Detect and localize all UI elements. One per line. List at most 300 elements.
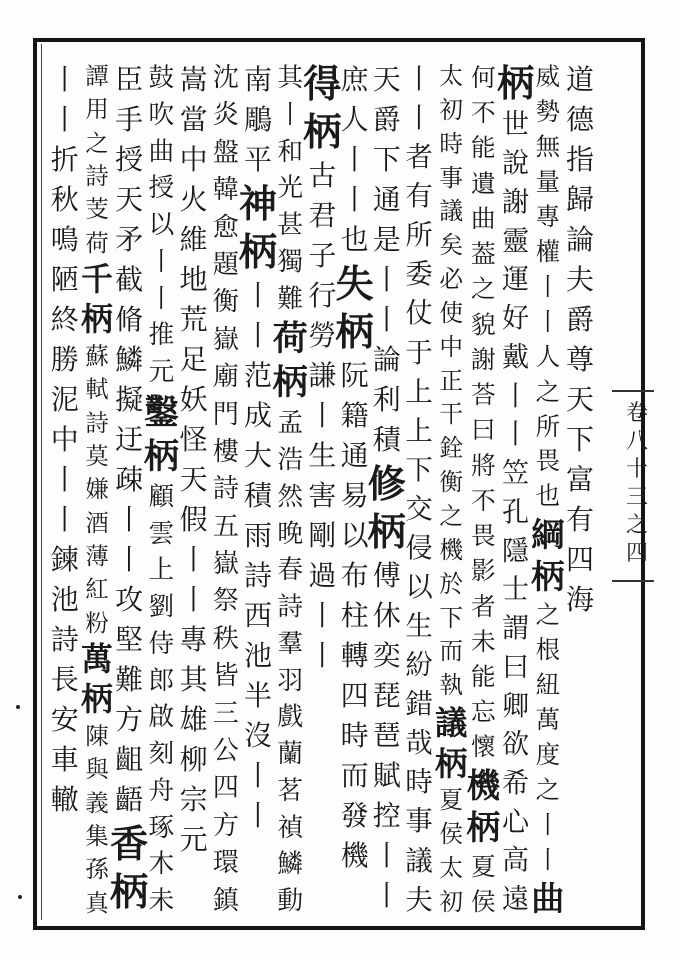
text-char: 齟 bbox=[115, 743, 144, 776]
headword-char: 柄 bbox=[435, 744, 468, 783]
text-char: 籍 bbox=[340, 399, 369, 432]
text-char: 丨 bbox=[50, 503, 79, 536]
text-char: 者 bbox=[405, 142, 433, 174]
text-char: 四 bbox=[565, 543, 594, 576]
volume-marker-char: 之 bbox=[625, 513, 648, 538]
volume-marker bbox=[620, 400, 654, 568]
text-char: 夏 bbox=[471, 852, 496, 882]
text-char: 地 bbox=[179, 263, 208, 296]
text-char: 以 bbox=[340, 519, 369, 552]
text-char: 丨 bbox=[340, 183, 369, 216]
text-char: 元 bbox=[179, 823, 208, 856]
text-char: 戴 bbox=[502, 341, 530, 373]
text-char: 炎 bbox=[212, 100, 239, 131]
text-char: 獨 bbox=[277, 246, 304, 277]
text-char: 宗 bbox=[179, 783, 208, 816]
text-char: 靈 bbox=[502, 225, 530, 257]
text-char: 是 bbox=[372, 223, 401, 256]
headword-char: 柄 bbox=[303, 109, 342, 154]
text-char: 丨 bbox=[308, 639, 337, 672]
text-char: 太 bbox=[439, 853, 464, 882]
text-char: 侵 bbox=[405, 532, 433, 564]
text-char: 擬 bbox=[115, 383, 144, 416]
text-char: 蘇 bbox=[85, 341, 109, 370]
text-char: 丨 bbox=[115, 543, 144, 576]
text-char: 鍊 bbox=[50, 543, 79, 576]
text-char: 詩 bbox=[50, 623, 79, 656]
ink-speck bbox=[16, 705, 20, 709]
text-char: 機 bbox=[340, 839, 369, 872]
text-char: 丨 bbox=[115, 503, 144, 536]
text-char: 沒 bbox=[243, 719, 272, 752]
text-char: 畏 bbox=[471, 521, 496, 551]
text-char: 上 bbox=[148, 555, 175, 586]
text-char: 孫 bbox=[85, 855, 109, 884]
text-char: 笠 bbox=[502, 458, 530, 490]
text-char: 愈 bbox=[212, 212, 239, 243]
text-char: 生 bbox=[405, 611, 433, 643]
text-char: 假 bbox=[179, 503, 208, 536]
text-char: 也 bbox=[535, 481, 561, 511]
text-char: 羽 bbox=[277, 665, 304, 696]
text-column bbox=[41, 60, 89, 920]
text-char: 好 bbox=[502, 303, 530, 335]
text-char: 發 bbox=[340, 799, 369, 832]
text-char: 爵 bbox=[565, 303, 594, 336]
text-char: 琵 bbox=[372, 679, 401, 712]
text-char: 薄 bbox=[85, 541, 109, 570]
text-char: 而 bbox=[439, 637, 464, 666]
text-char: 爵 bbox=[372, 103, 401, 136]
text-char: 秋 bbox=[50, 183, 79, 216]
text-char: 芰 bbox=[85, 195, 109, 224]
headword-char: 柄 bbox=[497, 61, 534, 105]
headword-char: 香 bbox=[110, 821, 149, 866]
text-char: 能 bbox=[471, 133, 496, 163]
text-char: 議 bbox=[405, 845, 433, 877]
headword-char: 失 bbox=[335, 261, 374, 306]
text-char: 以 bbox=[405, 572, 433, 604]
text-char: 荷 bbox=[85, 228, 109, 257]
text-char: 專 bbox=[535, 201, 561, 231]
text-char: 之 bbox=[535, 376, 561, 406]
headword-char: 柄 bbox=[81, 680, 113, 718]
text-char: 丨 bbox=[535, 306, 561, 336]
text-char: 運 bbox=[502, 264, 530, 296]
text-char: 丨 bbox=[308, 599, 337, 632]
text-char: 春 bbox=[277, 555, 304, 586]
text-char: 方 bbox=[115, 703, 144, 736]
text-char: 丨 bbox=[502, 419, 530, 451]
headword-char: 鑿 bbox=[143, 391, 179, 433]
text-char: 何 bbox=[471, 63, 496, 92]
text-char: 君 bbox=[308, 199, 337, 232]
text-char: 謂 bbox=[502, 613, 530, 645]
headword-char: 萬 bbox=[81, 640, 113, 678]
text-char: 鱗 bbox=[277, 849, 304, 880]
ink-speck bbox=[18, 895, 22, 899]
text-char: 丨 bbox=[243, 319, 272, 352]
text-char: 不 bbox=[471, 98, 496, 128]
text-char: 說 bbox=[502, 148, 530, 180]
text-char: 鎮 bbox=[212, 885, 239, 916]
text-char: 積 bbox=[372, 423, 401, 456]
text-char: 妖 bbox=[179, 383, 208, 416]
text-char: 哉 bbox=[405, 728, 433, 760]
text-char: 環 bbox=[212, 848, 239, 879]
text-char: 積 bbox=[243, 479, 272, 512]
text-char: 授 bbox=[115, 143, 144, 176]
text-char: 方 bbox=[212, 810, 239, 841]
text-char: 專 bbox=[179, 623, 208, 656]
text-char: 初 bbox=[439, 95, 464, 124]
text-char: 浩 bbox=[277, 445, 304, 476]
text-char: 之 bbox=[535, 775, 561, 805]
text-char: 平 bbox=[243, 143, 272, 176]
text-char: 過 bbox=[308, 559, 337, 592]
text-char: 能 bbox=[471, 661, 496, 691]
text-char: 琶 bbox=[372, 719, 401, 752]
headword-char: 修 bbox=[367, 461, 406, 506]
text-char: 成 bbox=[243, 399, 272, 432]
text-char: 有 bbox=[405, 181, 433, 213]
text-char: 荅 bbox=[471, 380, 496, 410]
text-char: 執 bbox=[439, 671, 464, 700]
text-char: 交 bbox=[405, 493, 433, 525]
text-char: 詩 bbox=[277, 592, 304, 623]
text-char: 丨 bbox=[372, 879, 401, 912]
text-char: 泥 bbox=[50, 383, 79, 416]
volume-marker-char: 四 bbox=[625, 541, 648, 566]
headword-char: 柄 bbox=[81, 300, 113, 338]
text-char: 事 bbox=[439, 163, 464, 192]
text-char: 半 bbox=[243, 679, 272, 712]
text-char: 不 bbox=[471, 485, 496, 515]
text-char: 阮 bbox=[340, 359, 369, 392]
text-char: 嵩 bbox=[179, 63, 208, 96]
text-char: 公 bbox=[212, 736, 239, 767]
text-char: 丨 bbox=[405, 103, 433, 135]
text-char: 萬 bbox=[535, 705, 561, 735]
text-char: 和 bbox=[277, 136, 304, 167]
text-char: 侯 bbox=[471, 887, 496, 917]
text-char: 木 bbox=[148, 849, 175, 880]
text-char: 丨 bbox=[243, 759, 272, 792]
text-char: 難 bbox=[277, 283, 304, 314]
text-char: 中 bbox=[179, 143, 208, 176]
text-char: 啟 bbox=[148, 702, 175, 733]
text-char: 隱 bbox=[502, 535, 530, 567]
text-char: 衡 bbox=[212, 287, 239, 318]
text-char: 天 bbox=[179, 463, 208, 496]
text-char: 仗 bbox=[405, 298, 433, 330]
text-char: 火 bbox=[179, 183, 208, 216]
text-char: 休 bbox=[372, 599, 401, 632]
text-char: 其 bbox=[277, 63, 304, 93]
text-char: 怪 bbox=[179, 423, 208, 456]
text-char: 其 bbox=[179, 663, 208, 696]
text-char: 劉 bbox=[148, 592, 175, 623]
text-char: 迂 bbox=[115, 423, 144, 456]
text-char: 度 bbox=[535, 740, 561, 770]
text-char: 上 bbox=[405, 376, 433, 408]
headword-char: 曲 bbox=[531, 878, 565, 918]
text-char: 夫 bbox=[565, 263, 594, 296]
text-char: 遺 bbox=[471, 168, 496, 198]
text-char: 懷 bbox=[471, 732, 496, 762]
text-char: 戲 bbox=[277, 702, 304, 733]
text-char: 丨 bbox=[372, 303, 401, 336]
text-char: 根 bbox=[535, 635, 561, 665]
text-char: 貌 bbox=[471, 309, 496, 339]
text-char: 安 bbox=[50, 703, 79, 736]
text-char: 丨 bbox=[50, 463, 79, 496]
text-char: 詩 bbox=[243, 559, 272, 592]
text-char: 截 bbox=[115, 263, 144, 296]
text-char: 衡 bbox=[439, 468, 464, 497]
text-char: 古 bbox=[308, 159, 337, 192]
text-char: 丨 bbox=[340, 143, 369, 176]
text-char: 使 bbox=[439, 298, 464, 327]
text-char: 嶽 bbox=[212, 324, 239, 355]
text-char: 詩 bbox=[85, 408, 109, 437]
text-char: 世 bbox=[502, 109, 530, 141]
headword-char: 機 bbox=[466, 765, 501, 805]
text-char: 謝 bbox=[471, 344, 496, 374]
text-char: 丨 bbox=[405, 64, 433, 95]
text-char: 所 bbox=[535, 411, 561, 441]
text-char: 歸 bbox=[565, 183, 594, 216]
text-char: 欲 bbox=[502, 729, 530, 761]
text-char: 孟 bbox=[277, 408, 304, 439]
text-char: 以 bbox=[148, 210, 175, 240]
text-char: 論 bbox=[372, 343, 401, 376]
text-char: 丨 bbox=[243, 799, 272, 832]
text-char: 害 bbox=[308, 479, 337, 512]
text-char: 顧 bbox=[148, 481, 175, 512]
text-char: 手 bbox=[115, 103, 144, 136]
text-char: 丨 bbox=[372, 263, 401, 296]
text-char: 銓 bbox=[439, 434, 464, 463]
text-char: 影 bbox=[471, 556, 496, 586]
text-char: 義 bbox=[85, 788, 109, 817]
text-char: 之 bbox=[471, 274, 496, 304]
text-char: 攻 bbox=[115, 583, 144, 616]
text-char: 光 bbox=[277, 173, 304, 204]
text-char: 孔 bbox=[502, 496, 530, 528]
text-char: 蘭 bbox=[277, 739, 304, 770]
text-char: 勢 bbox=[535, 96, 561, 126]
text-char: 曲 bbox=[471, 203, 496, 233]
text-char: 丨 bbox=[372, 839, 401, 872]
text-char: 勝 bbox=[50, 343, 79, 376]
text-char: 謝 bbox=[502, 186, 530, 218]
volume-marker-char: 卷 bbox=[625, 401, 648, 426]
text-char: 子 bbox=[308, 239, 337, 272]
text-char: 嫌 bbox=[85, 475, 109, 504]
text-char: 奕 bbox=[372, 639, 401, 672]
text-char: 刻 bbox=[148, 739, 175, 770]
headword-char: 柄 bbox=[238, 229, 277, 274]
text-char: 禎 bbox=[277, 812, 304, 843]
text-char: 動 bbox=[277, 886, 304, 917]
text-char: 沈 bbox=[212, 63, 239, 93]
text-char: 剛 bbox=[308, 519, 337, 552]
text-char: 陳 bbox=[85, 721, 109, 750]
headword-char: 柄 bbox=[531, 557, 565, 597]
text-char: 秩 bbox=[212, 623, 239, 654]
text-char: 夏 bbox=[439, 786, 464, 815]
headword-char: 柄 bbox=[272, 362, 308, 404]
text-char: 維 bbox=[179, 223, 208, 256]
headword-char: 柄 bbox=[335, 309, 374, 354]
text-char: 茗 bbox=[277, 775, 304, 806]
text-char: 上 bbox=[405, 415, 433, 447]
text-char: 丨 bbox=[308, 399, 337, 432]
text-char: 之 bbox=[439, 501, 464, 530]
text-char: 疎 bbox=[115, 463, 144, 496]
text-char: 用 bbox=[85, 95, 109, 124]
text-char: 中 bbox=[439, 332, 464, 361]
text-char: 鵰 bbox=[243, 103, 272, 136]
text-char: 矣 bbox=[439, 231, 464, 260]
headword-char: 柄 bbox=[110, 869, 149, 914]
text-char: 丨 bbox=[179, 543, 208, 576]
text-char: 五 bbox=[212, 511, 239, 542]
text-char: 機 bbox=[439, 535, 464, 564]
text-char: 高 bbox=[502, 845, 530, 877]
text-char: 舟 bbox=[148, 775, 175, 806]
text-char: 也 bbox=[340, 223, 369, 256]
text-char: 丨 bbox=[50, 63, 79, 96]
text-char: 丨 bbox=[148, 283, 175, 314]
text-char: 堅 bbox=[115, 623, 144, 656]
text-char: 委 bbox=[405, 259, 433, 291]
text-char: 控 bbox=[372, 799, 401, 832]
text-char: 然 bbox=[277, 481, 304, 512]
text-char: 布 bbox=[340, 559, 369, 592]
text-char: 無 bbox=[535, 131, 561, 161]
text-char: 鳴 bbox=[50, 223, 79, 256]
text-char: 未 bbox=[148, 886, 175, 917]
text-char: 詩 bbox=[85, 161, 109, 190]
text-char: 尊 bbox=[565, 343, 594, 376]
text-char: 郎 bbox=[148, 665, 175, 696]
text-char: 詩 bbox=[212, 474, 239, 505]
text-char: 時 bbox=[405, 767, 433, 799]
text-char: 荒 bbox=[179, 303, 208, 336]
text-char: 足 bbox=[179, 343, 208, 376]
text-char: 南 bbox=[243, 63, 272, 96]
text-char: 譚 bbox=[85, 62, 109, 90]
text-char: 葢 bbox=[471, 239, 496, 269]
text-char: 道 bbox=[565, 63, 594, 96]
text-char: 天 bbox=[565, 383, 594, 416]
text-char: 初 bbox=[439, 887, 464, 916]
text-char: 池 bbox=[50, 583, 79, 616]
text-char: 轉 bbox=[340, 639, 369, 672]
text-char: 量 bbox=[535, 166, 561, 196]
text-char: 海 bbox=[565, 583, 594, 616]
text-char: 丨 bbox=[535, 271, 561, 301]
text-char: 希 bbox=[502, 767, 530, 799]
text-char: 長 bbox=[50, 663, 79, 696]
text-char: 干 bbox=[439, 400, 464, 429]
text-char: 夫 bbox=[405, 884, 433, 916]
text-char: 易 bbox=[340, 479, 369, 512]
volume-marker-char: 十 bbox=[625, 457, 648, 482]
text-char: 忘 bbox=[471, 697, 496, 727]
volume-marker-char: 三 bbox=[625, 485, 648, 510]
text-char: 事 bbox=[405, 806, 433, 838]
text-char: 丨 bbox=[243, 279, 272, 312]
text-char: 元 bbox=[148, 357, 175, 387]
text-char: 天 bbox=[372, 63, 401, 96]
text-char: 通 bbox=[372, 183, 401, 216]
volume-marker-char: 八 bbox=[625, 429, 648, 454]
text-char: 授 bbox=[148, 173, 175, 204]
text-char: 粉 bbox=[85, 608, 109, 637]
text-char: 柳 bbox=[179, 743, 208, 776]
text-char: 四 bbox=[212, 773, 239, 804]
text-char: 庶 bbox=[340, 63, 369, 96]
text-char: 四 bbox=[340, 679, 369, 712]
text-char: 畏 bbox=[535, 446, 561, 476]
text-char: 於 bbox=[439, 569, 464, 598]
text-char: 下 bbox=[565, 423, 594, 456]
text-char: 大 bbox=[243, 439, 272, 472]
margin-divider-top bbox=[612, 390, 654, 392]
text-char: 范 bbox=[243, 359, 272, 392]
text-char: 脩 bbox=[115, 303, 144, 336]
text-char: 晚 bbox=[277, 518, 304, 549]
text-char: 題 bbox=[212, 249, 239, 280]
text-char: 嶽 bbox=[212, 549, 239, 580]
headword-char: 柄 bbox=[466, 807, 501, 847]
text-char: 行 bbox=[308, 279, 337, 312]
text-char: 太 bbox=[439, 62, 464, 90]
text-char: 曰 bbox=[502, 651, 530, 683]
text-char: 論 bbox=[565, 223, 594, 256]
text-char: 通 bbox=[340, 439, 369, 472]
text-char: 柱 bbox=[340, 599, 369, 632]
text-char: 陋 bbox=[50, 263, 79, 296]
text-char: 軾 bbox=[85, 375, 109, 404]
text-char: 樓 bbox=[212, 436, 239, 467]
text-char: 所 bbox=[405, 220, 433, 252]
text-char: 人 bbox=[340, 103, 369, 136]
text-char: 卿 bbox=[502, 690, 530, 722]
text-char: 威 bbox=[535, 62, 561, 91]
text-char: 而 bbox=[340, 759, 369, 792]
text-char: 轍 bbox=[50, 783, 79, 816]
headword-char: 神 bbox=[238, 181, 277, 226]
text-char: 利 bbox=[372, 383, 401, 416]
text-char: 西 bbox=[243, 599, 272, 632]
text-char: 于 bbox=[405, 337, 433, 369]
text-char: 池 bbox=[243, 639, 272, 672]
text-char: 丨 bbox=[179, 583, 208, 616]
text-char: 廟 bbox=[212, 362, 239, 393]
headword-char: 千 bbox=[81, 260, 113, 298]
headword-char: 得 bbox=[303, 61, 342, 106]
text-char: 生 bbox=[308, 439, 337, 472]
text-char: 鱗 bbox=[115, 343, 144, 376]
text-char: 當 bbox=[179, 103, 208, 136]
text-char: 丨 bbox=[502, 380, 530, 412]
text-char: 曲 bbox=[148, 136, 175, 167]
text-char: 曰 bbox=[471, 415, 496, 445]
